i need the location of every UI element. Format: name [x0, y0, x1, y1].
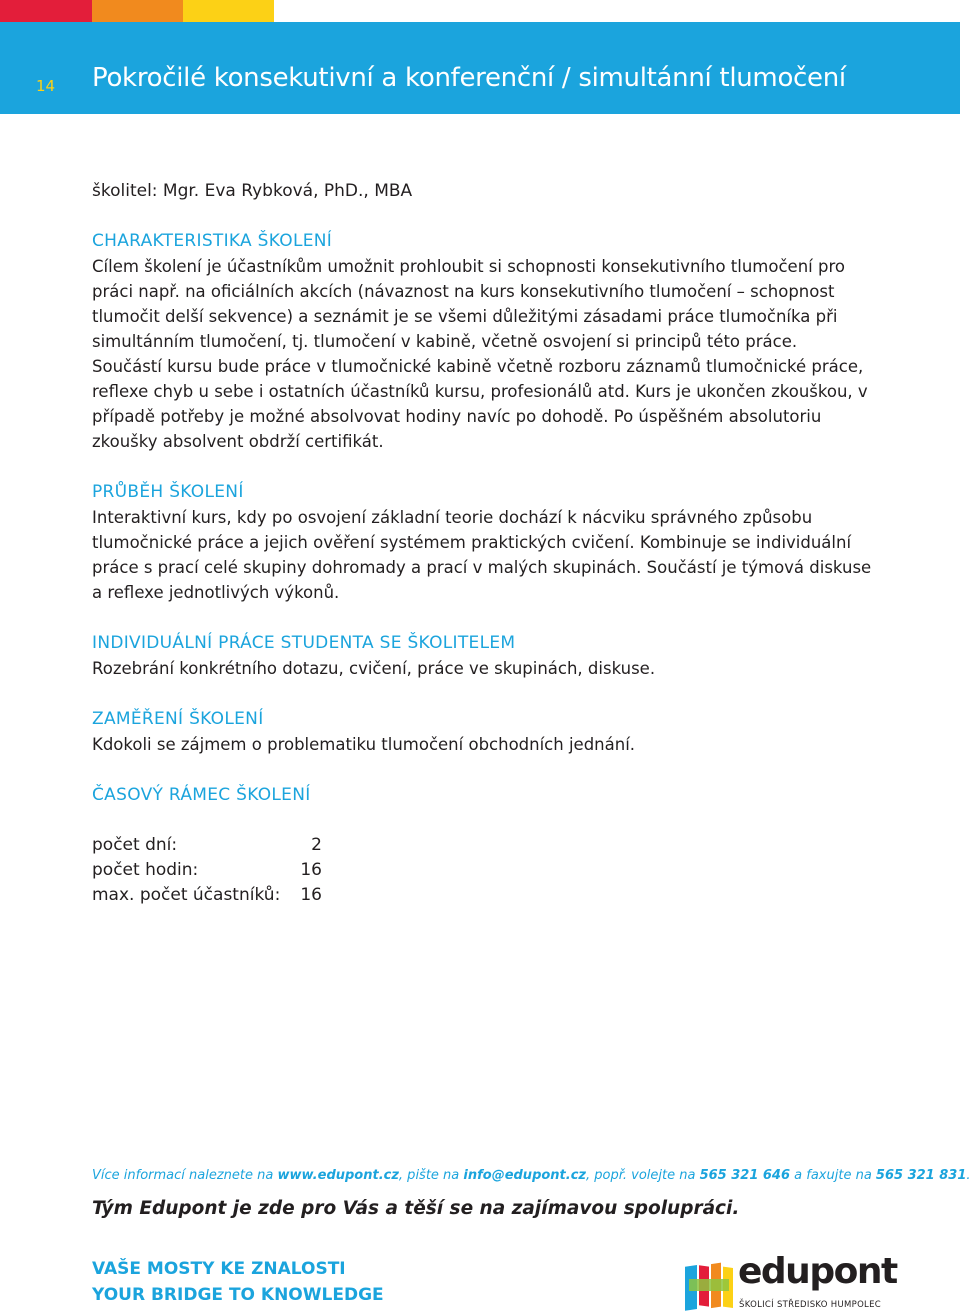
- header-band: [0, 22, 960, 114]
- stat-label: počet dní:: [92, 835, 178, 855]
- fax-number: 565 321 831: [875, 1168, 967, 1183]
- stat-value: 2: [311, 835, 322, 855]
- timeframe-stats: [92, 833, 872, 908]
- section-heading-course-flow: PRŮBĚH ŠKOLENÍ: [92, 482, 244, 502]
- logo-name: edupont: [738, 1251, 897, 1292]
- footer-contact-info: [92, 1168, 971, 1183]
- slogan-english: YOUR BRIDGE TO KNOWLEDGE: [92, 1285, 384, 1305]
- section-text-characteristics: Cílem školení je účastníkům umožnit prohloubit si schopnosti konsekutivního tlumočení pro práci např. na oficiálních akcích (návaznost na kurs konsekutivního tlumočení – schopnost tlumočit delší sekvence) a seznámit je se všemi důležitými zásadami práce tlumočníka při simultánním tlumočení, tj. tlumočení v kabině, včetně osvojení si principů této práce. Součástí kursu bude práce v tlumočnické kabině včetně rozboru záznamů tlumočnické práce, reflexe chyb u sebe i ostatních účastníků kursu, profesionálů atd. Kurs je ukončen zkouškou, v případě potřeby je možné absolvovat hodiny navíc po dohodě. Po úspěšném absolutoriu zkoušky absolvent obdrží certifikát.: [92, 257, 868, 451]
- trainer-line: školitel: Mgr. Eva Rybková, PhD., MBA: [92, 181, 413, 201]
- stat-value: 16: [300, 885, 322, 905]
- stat-label: max. počet účastníků:: [92, 885, 281, 905]
- color-strip-red: [0, 0, 92, 22]
- slogan: [92, 1256, 384, 1308]
- stat-row-hours: [92, 858, 322, 883]
- section-text-individual-work: Rozebrání konkrétního dotazu, cvičení, práce ve skupinách, diskuse.: [92, 659, 656, 678]
- logo-subtitle: ŠKOLICÍ STŘEDISKO HUMPOLEC: [739, 1300, 881, 1310]
- edupont-logo-icon: [683, 1259, 735, 1311]
- edupont-logo: [683, 1251, 897, 1313]
- web-link[interactable]: www.edupont.cz: [277, 1168, 399, 1183]
- color-strip-orange: [92, 0, 183, 22]
- section-heading-characteristics: CHARAKTERISTIKA ŠKOLENÍ: [92, 231, 333, 251]
- stat-row-participants: [92, 883, 322, 908]
- color-strip-yellow: [183, 0, 274, 22]
- team-message: Tým Edupont je zde pro Vás a těší se na zajímavou spolupráci.: [92, 1198, 740, 1219]
- section-heading-focus: ZAMĚŘENÍ ŠKOLENÍ: [92, 709, 264, 729]
- slogan-czech: VAŠE MOSTY KE ZNALOSTI: [92, 1259, 346, 1279]
- phone-number: 565 321 646: [699, 1168, 791, 1183]
- stat-row-days: [92, 833, 322, 858]
- stat-value: 16: [300, 860, 322, 880]
- stat-label: počet hodin:: [92, 860, 199, 880]
- footer-text: , pište na: [398, 1168, 464, 1183]
- email-link[interactable]: info@edupont.cz: [463, 1168, 586, 1183]
- section-text-focus: Kdokoli se zájmem o problematiku tlumočení obchodních jednání.: [92, 735, 636, 754]
- footer-text: Více informací naleznete na: [92, 1168, 278, 1183]
- footer-text: a faxujte na: [790, 1168, 876, 1183]
- page-number: 14: [36, 77, 56, 95]
- section-text-course-flow: Interaktivní kurs, kdy po osvojení základní teorie dochází k nácviku správného způsobu tlumočnické práce a jejich ověření systémem praktických cvičení. Kombinuje se individuální práce s prací celé skupiny dohromady a prací v malých skupinách. Součástí je týmová diskuse a reflexe jednotlivých výkonů.: [92, 508, 872, 602]
- footer-text: .: [966, 1168, 971, 1183]
- section-heading-individual-work: INDIVIDUÁLNÍ PRÁCE STUDENTA SE ŠKOLITELEM: [92, 633, 516, 653]
- footer-text: , popř. volejte na: [585, 1168, 700, 1183]
- page-title: Pokročilé konsekutivní a konferenční / simultánní tlumočení: [92, 63, 846, 93]
- section-heading-timeframe: ČASOVÝ RÁMEC ŠKOLENÍ: [92, 785, 311, 805]
- main-content: [92, 178, 872, 908]
